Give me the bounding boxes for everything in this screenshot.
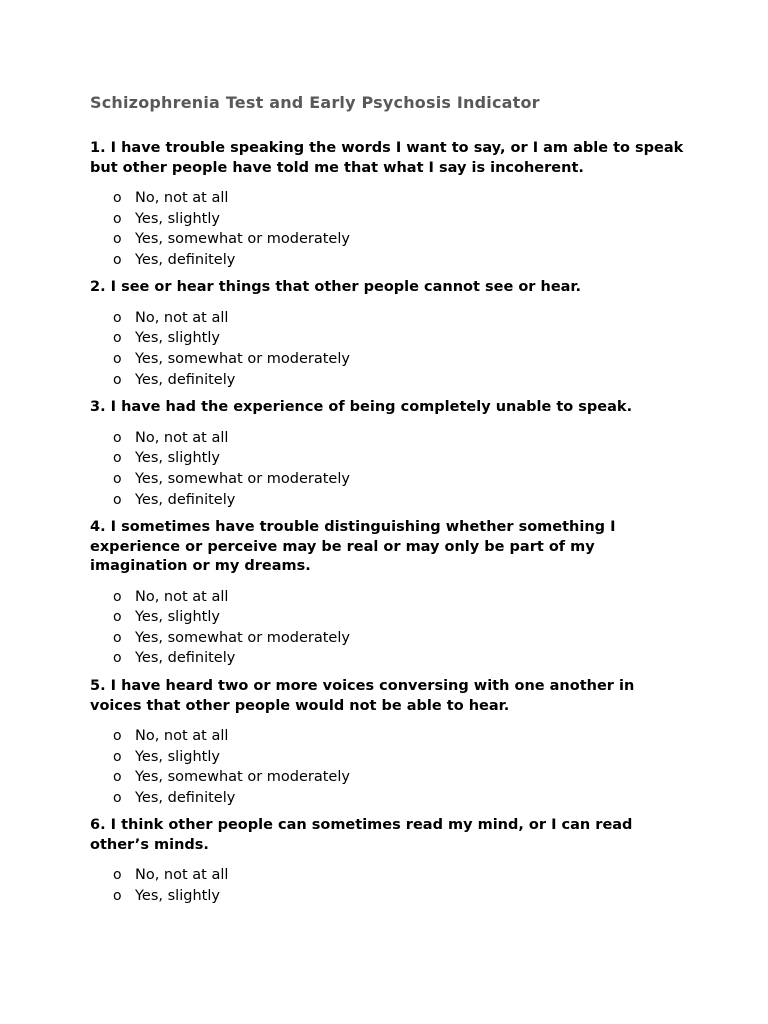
bullet-icon: o [113,330,122,347]
question-4 [90,518,690,669]
answer-option-label: Yes, slightly [135,748,220,765]
question-list [90,139,690,907]
bullet-icon: o [113,491,122,508]
answer-option[interactable] [113,587,690,608]
bullet-icon: o [113,210,122,227]
answer-option-label: Yes, definitely [135,251,236,268]
bullet-icon: o [113,231,122,248]
answer-option[interactable] [113,349,690,370]
question-6 [90,816,690,906]
answer-option-label: Yes, somewhat or moderately [135,470,350,487]
answer-option[interactable] [113,229,690,250]
answer-options [90,726,690,808]
answer-option[interactable] [113,209,690,230]
bullet-icon: o [113,728,122,744]
answer-option[interactable] [113,469,690,490]
answer-option-label: Yes, slightly [135,330,220,347]
answer-option-label: Yes, slightly [135,609,220,626]
bullet-icon: o [113,450,122,467]
answer-option[interactable] [113,865,690,886]
bullet-icon: o [113,609,122,626]
answer-option-label: Yes, somewhat or moderately [135,351,350,368]
question-text: 1. I have trouble speaking the words I want to say, or I am able to speak but other people have told me that what I say is incoherent. [90,140,684,176]
question-text: 3. I have had the experience of being completely unable to speak. [90,399,633,416]
bullet-icon: o [113,629,122,646]
question-text: 6. I think other people can sometimes read my mind, or I can read other’s minds. [90,817,633,853]
answer-option[interactable] [113,726,690,747]
answer-option[interactable] [113,428,690,449]
answer-options [90,865,690,906]
answer-option-label: Yes, somewhat or moderately [135,769,350,786]
answer-option-label: Yes, slightly [135,887,220,904]
answer-option[interactable] [113,628,690,649]
answer-option[interactable] [113,308,690,329]
answer-option-label: No, not at all [135,190,229,206]
bullet-icon: o [113,309,122,326]
answer-options [90,308,690,390]
answer-option[interactable] [113,788,690,809]
answer-option[interactable] [113,188,690,209]
answer-option-label: No, not at all [135,867,229,884]
answer-option[interactable] [113,370,690,391]
question-5 [90,677,690,808]
answer-option-label: Yes, definitely [135,650,236,667]
answer-options [90,188,690,270]
bullet-icon: o [113,887,122,904]
bullet-icon: o [113,650,122,667]
answer-option-label: Yes, definitely [135,491,236,508]
answer-options [90,587,690,669]
answer-option[interactable] [113,648,690,669]
question-1 [90,139,690,270]
bullet-icon: o [113,867,122,884]
bullet-icon: o [113,351,122,368]
question-2 [90,278,690,390]
question-text: 4. I sometimes have trouble distinguishing whether something I experience or perceive may be real or may only be part of my imagination or my dreams. [90,519,616,575]
answer-option-label: Yes, somewhat or moderately [135,629,350,646]
answer-option-label: Yes, definitely [135,789,236,806]
bullet-icon: o [113,429,122,446]
answer-option[interactable] [113,490,690,511]
answer-option[interactable] [113,328,690,349]
bullet-icon: o [113,371,122,388]
answer-option-label: Yes, somewhat or moderately [135,231,350,248]
question-text: 5. I have heard two or more voices conversing with one another in voices that other people would not be able to hear. [90,678,635,714]
answer-option[interactable] [113,607,690,628]
bullet-icon: o [113,251,122,268]
answer-option-label: Yes, slightly [135,450,220,467]
answer-option-label: Yes, definitely [135,371,236,388]
answer-option-label: Yes, slightly [135,210,220,227]
question-3 [90,398,690,510]
bullet-icon: o [113,588,122,605]
answer-option-label: No, not at all [135,309,229,326]
bullet-icon: o [113,190,122,206]
bullet-icon: o [113,470,122,487]
question-text: 2. I see or hear things that other people cannot see or hear. [90,279,582,296]
answer-option[interactable] [113,250,690,271]
bullet-icon: o [113,748,122,765]
bullet-icon: o [113,769,122,786]
answer-option[interactable] [113,886,690,907]
answer-option[interactable] [113,747,690,768]
document-page [90,92,690,907]
answer-option[interactable] [113,448,690,469]
answer-option-label: No, not at all [135,588,229,605]
answer-option-label: No, not at all [135,429,229,446]
answer-option-label: No, not at all [135,728,229,744]
answer-option[interactable] [113,767,690,788]
bullet-icon: o [113,789,122,806]
document-title: Schizophrenia Test and Early Psychosis Indicator [90,93,540,112]
answer-options [90,428,690,510]
